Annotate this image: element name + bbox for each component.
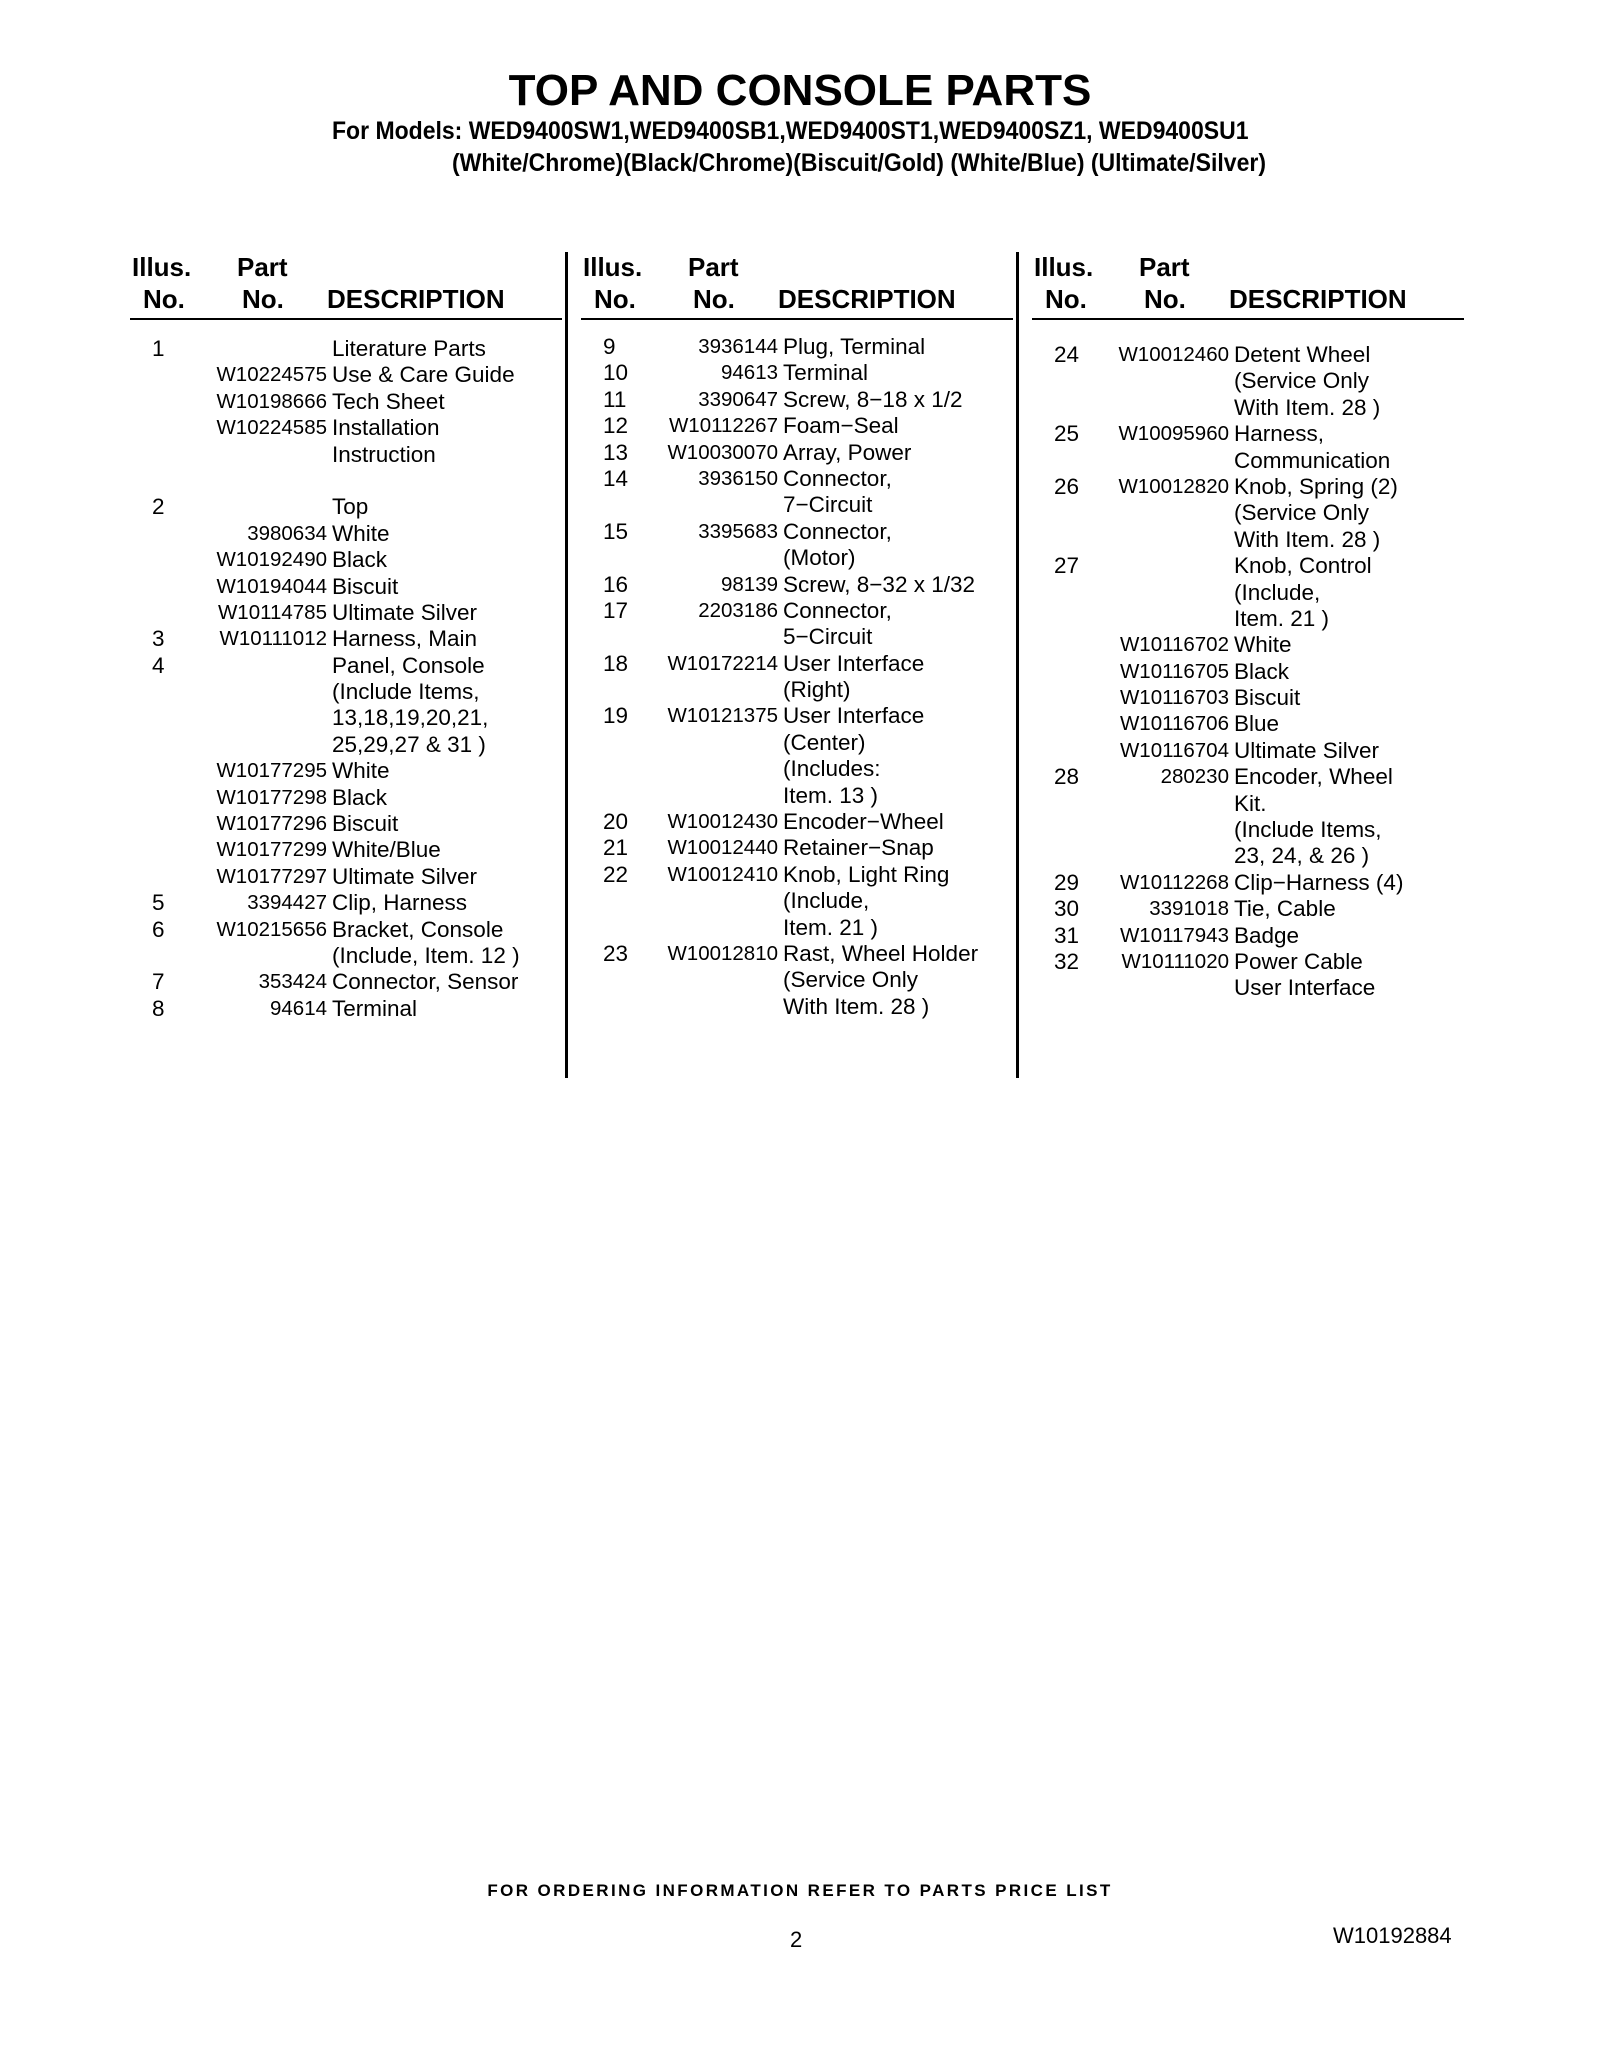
illus-no-header: No. <box>143 284 185 314</box>
part-number: W10116706 <box>1119 712 1229 736</box>
part-description: Item. 21 ) <box>783 914 879 940</box>
illus-header: Illus. <box>132 252 192 282</box>
colors-line: (White/Chrome)(Black/Chrome)(Biscuit/Gold) (White/Blue) (Ultimate/Silver) <box>452 149 1266 177</box>
parts-row <box>1032 843 1472 869</box>
part-description: Ultimate Silver <box>332 599 478 625</box>
part-number: W10095960 <box>1118 422 1229 446</box>
parts-row <box>581 703 1021 729</box>
part-description: Instruction <box>332 441 436 467</box>
parts-row <box>1032 764 1472 790</box>
part-description: With Item. 28 ) <box>1234 394 1381 420</box>
header-rule <box>1032 318 1464 320</box>
part-description: Tie, Cable <box>1234 896 1336 922</box>
part-number: W10121375 <box>667 704 778 728</box>
parts-row <box>130 969 570 995</box>
part-description: Terminal <box>332 995 418 1021</box>
parts-row <box>130 389 570 415</box>
part-description: Panel, Console <box>332 652 485 678</box>
parts-row <box>581 413 1021 439</box>
parts-row <box>581 967 1021 993</box>
part-number: W10114785 <box>217 600 327 624</box>
part-number: 3395683 <box>698 519 778 543</box>
part-description: Connector, Sensor <box>332 969 519 995</box>
part-number: W10116702 <box>1119 633 1229 657</box>
parts-row <box>130 494 570 520</box>
part-description: Black <box>332 784 388 810</box>
part-description: Ultimate Silver <box>332 863 478 889</box>
part-description: Biscuit <box>332 811 399 837</box>
part-description: 13,18,19,20,21, <box>332 705 489 731</box>
parts-row <box>1032 711 1472 737</box>
parts-row <box>1032 896 1472 922</box>
part-number: W10012430 <box>667 810 778 834</box>
part-header: Part <box>688 252 739 282</box>
part-description: (Include Items, <box>1234 817 1382 843</box>
parts-row <box>1032 580 1472 606</box>
illus-number: 8 <box>152 995 165 1021</box>
part-description: Clip−Harness (4) <box>1234 869 1404 895</box>
part-description: (Include, <box>783 888 870 914</box>
part-description: Screw, 8−18 x 1/2 <box>783 386 963 412</box>
parts-row <box>581 915 1021 941</box>
parts-row <box>581 440 1021 466</box>
part-number: W10116704 <box>1119 738 1229 762</box>
part-description: Literature Parts <box>332 336 486 361</box>
illus-number: 10 <box>603 360 629 386</box>
parts-row <box>130 864 570 890</box>
part-description: White <box>1234 632 1292 658</box>
illus-number: 1 <box>152 336 165 361</box>
parts-row <box>130 574 570 600</box>
parts-row <box>581 598 1021 624</box>
parts-list <box>130 336 570 1022</box>
part-description: With Item. 28 ) <box>783 993 930 1019</box>
illus-number: 12 <box>603 413 629 439</box>
part-number: W10177297 <box>216 864 327 888</box>
part-number: W10117943 <box>1119 923 1229 947</box>
parts-row <box>1032 870 1472 896</box>
parts-row <box>1032 738 1472 764</box>
parts-row <box>1032 448 1472 474</box>
part-description: With Item. 28 ) <box>1234 526 1381 552</box>
parts-row <box>581 360 1021 386</box>
part-description: Item. 21 ) <box>1234 605 1330 631</box>
illus-number: 28 <box>1054 764 1080 790</box>
parts-row <box>1032 500 1472 526</box>
parts-row <box>581 862 1021 888</box>
parts-row <box>130 679 570 705</box>
part-description: Communication <box>1234 447 1391 473</box>
parts-row <box>130 732 570 758</box>
parts-row <box>130 943 570 969</box>
parts-row <box>581 519 1021 545</box>
part-description: Kit. <box>1234 790 1267 816</box>
parts-row <box>1032 791 1472 817</box>
parts-row <box>1032 923 1472 949</box>
description-header: DESCRIPTION <box>778 284 956 314</box>
part-description: (Service Only <box>783 967 919 993</box>
parts-row <box>581 835 1021 861</box>
illus-header: Illus. <box>583 252 643 282</box>
part-description: White <box>332 520 390 546</box>
parts-row <box>581 756 1021 782</box>
part-description: 7−Circuit <box>783 492 873 518</box>
part-number: W10112268 <box>1119 870 1229 894</box>
illus-number: 31 <box>1054 922 1080 948</box>
illus-no-header: No. <box>594 284 636 314</box>
part-number: W10112267 <box>668 414 778 438</box>
part-number: 280230 <box>1160 765 1229 789</box>
part-description: (Include, <box>1234 579 1321 605</box>
illus-number: 19 <box>603 703 629 729</box>
parts-row <box>581 941 1021 967</box>
part-description: Power Cable <box>1234 948 1363 974</box>
part-description: Knob, Light Ring <box>783 861 950 887</box>
parts-row <box>130 600 570 626</box>
illus-number: 4 <box>152 652 165 678</box>
part-description: (Include, Item. 12 ) <box>332 942 520 968</box>
part-no-header: No. <box>1144 284 1186 314</box>
part-description: Encoder, Wheel <box>1234 764 1393 790</box>
part-number: W10012460 <box>1118 343 1229 366</box>
part-description: Biscuit <box>1234 685 1301 711</box>
part-number: 94613 <box>720 361 778 385</box>
illus-number: 27 <box>1054 553 1080 579</box>
parts-row <box>130 626 570 652</box>
parts-row <box>1032 527 1472 553</box>
part-number: W10172214 <box>667 651 778 675</box>
column-divider <box>565 252 568 1078</box>
parts-row <box>130 442 570 468</box>
parts-row <box>581 994 1021 1020</box>
illus-number: 23 <box>603 940 629 966</box>
part-description: Knob, Control <box>1234 553 1372 579</box>
parts-row <box>1032 606 1472 632</box>
parts-row <box>130 653 570 679</box>
part-number: W10012810 <box>667 941 778 965</box>
parts-row <box>130 811 570 837</box>
parts-row <box>130 837 570 863</box>
parts-row <box>1032 975 1472 1001</box>
header-rule <box>130 318 562 320</box>
parts-row <box>130 547 570 573</box>
parts-row <box>581 677 1021 703</box>
illus-number: 3 <box>152 626 165 652</box>
part-description: Biscuit <box>332 573 399 599</box>
parts-row <box>581 651 1021 677</box>
parts-row <box>581 466 1021 492</box>
parts-row <box>581 888 1021 914</box>
parts-row <box>581 624 1021 650</box>
part-number: W10177299 <box>216 838 327 862</box>
part-number: W10224585 <box>216 416 327 440</box>
part-number: W10111012 <box>219 627 327 651</box>
part-number: W10116705 <box>1119 659 1229 683</box>
illus-number: 21 <box>603 835 629 861</box>
parts-row <box>130 917 570 943</box>
parts-row <box>1032 632 1472 658</box>
part-description: Black <box>1234 658 1290 684</box>
parts-row <box>581 809 1021 835</box>
part-number: 3936144 <box>698 335 778 358</box>
part-number: W10111020 <box>1121 949 1229 973</box>
part-description: (Service Only <box>1234 500 1370 526</box>
parts-row <box>581 387 1021 413</box>
part-description: Black <box>332 547 388 573</box>
illus-number: 17 <box>603 597 629 623</box>
column-divider <box>1016 252 1019 1078</box>
parts-row <box>130 415 570 441</box>
part-description: Encoder−Wheel <box>783 809 944 835</box>
part-description: (Center) <box>783 729 866 755</box>
part-description: (Motor) <box>783 545 856 571</box>
part-description: (Right) <box>783 677 851 703</box>
part-description: 23, 24, & 26 ) <box>1234 843 1370 869</box>
illus-number: 18 <box>603 650 629 676</box>
illus-number: 7 <box>152 969 165 995</box>
part-description: White <box>332 758 390 784</box>
part-number: W10012820 <box>1118 474 1229 498</box>
part-number: W10177295 <box>216 759 327 783</box>
illus-no-header: No. <box>1045 284 1087 314</box>
part-number: W10030070 <box>667 440 778 464</box>
part-number: W10012410 <box>667 862 778 886</box>
part-description: Foam−Seal <box>783 413 899 439</box>
part-description: Connector, <box>783 597 892 623</box>
models-line: For Models: WED9400SW1,WED9400SB1,WED9400ST1,WED9400SZ1, WED9400SU1 <box>332 117 1249 145</box>
part-number: 3980634 <box>247 521 327 545</box>
part-description: Terminal <box>783 360 869 386</box>
illus-number: 5 <box>152 890 165 916</box>
part-number: 2203186 <box>698 598 778 622</box>
part-description: 5−Circuit <box>783 624 873 650</box>
parts-row <box>1032 395 1472 421</box>
parts-row <box>1032 553 1472 579</box>
illus-number: 6 <box>152 916 165 942</box>
illus-number: 13 <box>603 439 629 465</box>
parts-row <box>130 521 570 547</box>
part-description: Bracket, Console <box>332 916 504 942</box>
part-description: Connector, <box>783 518 892 544</box>
parts-row <box>130 362 570 388</box>
parts-row <box>130 336 570 362</box>
part-description: Harness, <box>1234 421 1325 447</box>
part-description: User Interface <box>783 703 925 729</box>
illus-number: 26 <box>1054 473 1080 499</box>
illus-number: 14 <box>603 465 629 491</box>
part-description: Harness, Main <box>332 626 478 652</box>
part-description: Detent Wheel <box>1234 342 1371 367</box>
parts-row <box>1032 342 1472 368</box>
parts-row <box>1032 474 1472 500</box>
parts-row <box>581 572 1021 598</box>
illus-number: 15 <box>603 518 629 544</box>
parts-row <box>1032 368 1472 394</box>
parts-row <box>130 758 570 784</box>
part-number: W10198666 <box>216 389 327 413</box>
part-description: Blue <box>1234 711 1280 737</box>
ordering-note: FOR ORDERING INFORMATION REFER TO PARTS PRICE LIST <box>487 1881 1113 1900</box>
page-title: TOP AND CONSOLE PARTS <box>508 66 1092 115</box>
column-header <box>130 252 562 318</box>
illus-number: 16 <box>603 571 629 597</box>
illus-number: 2 <box>152 494 165 520</box>
part-description: Use & Care Guide <box>332 362 515 388</box>
parts-row <box>581 492 1021 518</box>
description-header: DESCRIPTION <box>1229 284 1407 314</box>
part-description: 25,29,27 & 31 ) <box>332 731 486 757</box>
part-number: 98139 <box>720 572 778 596</box>
part-description: Installation <box>332 415 440 441</box>
part-no-header: No. <box>693 284 735 314</box>
part-number: W10116703 <box>1119 686 1229 710</box>
page-number: 2 <box>790 1927 803 1952</box>
part-number: W10224575 <box>216 363 327 387</box>
parts-row <box>130 890 570 916</box>
parts-row <box>130 996 570 1022</box>
part-description: Clip, Harness <box>332 890 468 916</box>
parts-row <box>130 785 570 811</box>
illus-header: Illus. <box>1034 252 1094 282</box>
part-description: Top <box>332 494 369 520</box>
header-rule <box>581 318 1013 320</box>
illus-number: 22 <box>603 861 629 887</box>
parts-row <box>581 783 1021 809</box>
part-number: 3390647 <box>698 387 778 411</box>
part-no-header: No. <box>242 284 284 314</box>
part-number: W10192490 <box>216 548 327 572</box>
parts-row <box>581 334 1021 360</box>
part-number: W10215656 <box>216 917 327 941</box>
part-description: Retainer−Snap <box>783 835 934 861</box>
part-number: 3936150 <box>698 466 778 490</box>
part-number: W10194044 <box>216 574 327 598</box>
parts-row <box>1032 421 1472 447</box>
document-number: W10192884 <box>1333 1923 1452 1948</box>
part-description: Array, Power <box>783 439 912 465</box>
illus-number: 9 <box>603 334 616 359</box>
part-description: (Service Only <box>1234 368 1370 394</box>
part-number: W10177296 <box>216 812 327 836</box>
illus-number: 30 <box>1054 896 1080 922</box>
part-description: Ultimate Silver <box>1234 737 1380 763</box>
part-number: 94614 <box>269 996 327 1020</box>
parts-list <box>581 334 1021 1020</box>
part-description: User Interface <box>1234 975 1376 1001</box>
parts-row <box>1032 817 1472 843</box>
illus-number: 32 <box>1054 948 1080 974</box>
part-description: Screw, 8−32 x 1/32 <box>783 571 975 597</box>
part-number: 3391018 <box>1149 897 1229 921</box>
parts-row <box>130 705 570 731</box>
part-description: User Interface <box>783 650 925 676</box>
parts-list <box>1032 342 1472 1002</box>
part-description: Badge <box>1234 922 1300 948</box>
part-number: W10012440 <box>667 836 778 860</box>
illus-number: 20 <box>603 809 629 835</box>
parts-row <box>581 730 1021 756</box>
part-description: Tech Sheet <box>332 388 445 414</box>
part-number: 353424 <box>258 970 327 994</box>
column-header <box>581 252 1013 318</box>
part-description: Item. 13 ) <box>783 782 879 808</box>
parts-row <box>1032 659 1472 685</box>
part-number: 3394427 <box>247 891 327 915</box>
parts-row <box>1032 949 1472 975</box>
illus-number: 24 <box>1054 342 1080 367</box>
part-header: Part <box>1139 252 1190 282</box>
description-header: DESCRIPTION <box>327 284 505 314</box>
part-description: (Includes: <box>783 756 881 782</box>
part-description: Connector, <box>783 465 892 491</box>
illus-number: 29 <box>1054 869 1080 895</box>
parts-row <box>581 545 1021 571</box>
illus-number: 11 <box>603 386 627 412</box>
part-description: Knob, Spring (2) <box>1234 473 1398 499</box>
part-header: Part <box>237 252 288 282</box>
illus-number: 25 <box>1054 421 1080 447</box>
parts-row <box>130 468 570 494</box>
part-description: Plug, Terminal <box>783 334 926 359</box>
part-description: Rast, Wheel Holder <box>783 940 979 966</box>
part-description: (Include Items, <box>332 679 480 705</box>
part-description: White/Blue <box>332 837 441 863</box>
part-number: W10177298 <box>216 785 327 809</box>
parts-row <box>1032 685 1472 711</box>
column-header <box>1032 252 1464 318</box>
